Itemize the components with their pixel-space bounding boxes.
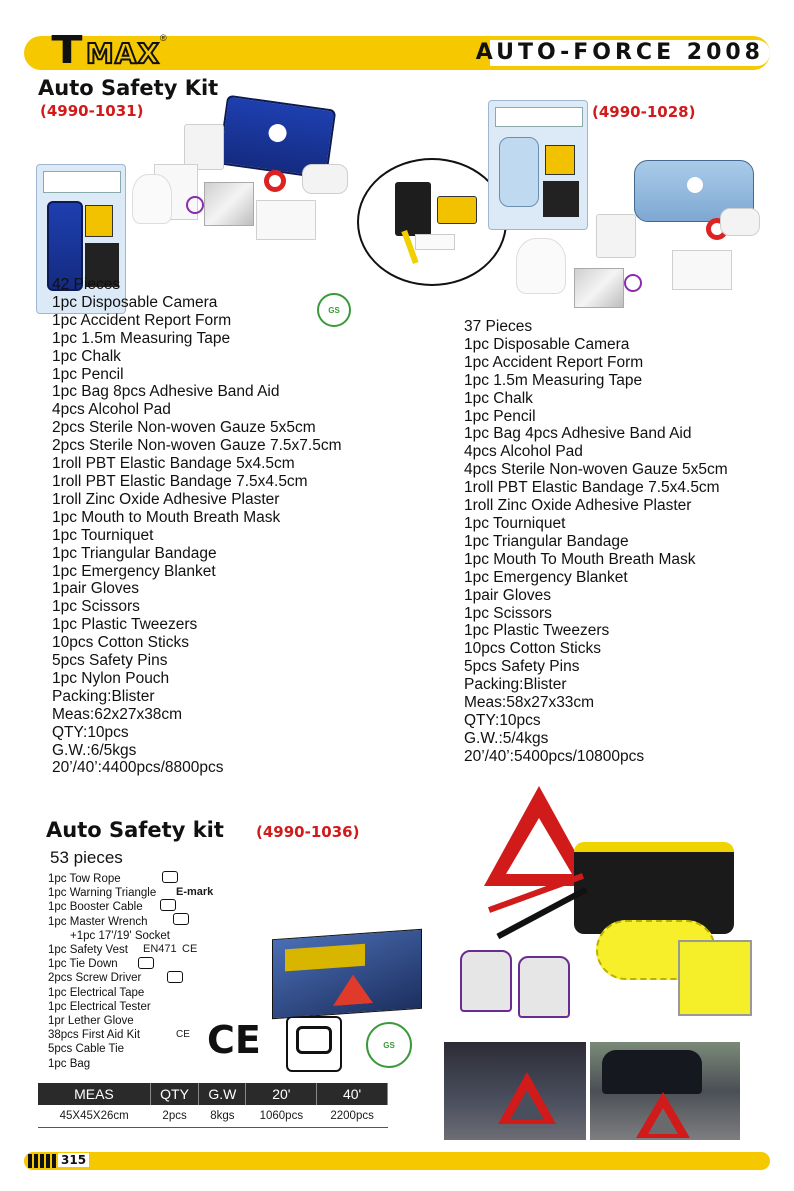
list-item: 1pc 1.5m Measuring Tape (52, 329, 231, 347)
list-item: 1pc Warning Triangle (48, 887, 157, 900)
list-item: 1pc Bag 4pcs Adhesive Band Aid (464, 425, 692, 443)
spec-40ft-value: 2200pcs (317, 1105, 388, 1127)
kit3-spec-table (38, 1083, 388, 1128)
list-item: 1pr Lether Glove (48, 1015, 134, 1028)
gs-small-icon (167, 971, 183, 983)
list-item: 5pcs Safety Pins (52, 652, 168, 670)
list-item: 1pc Chalk (464, 389, 533, 407)
list-item: 1pc Disposable Camera (464, 335, 630, 353)
list-item: 1pc Mouth To Mouth Breath Mask (464, 550, 696, 568)
list-item: 1roll PBT Elastic Bandage 7.5x4.5cm (52, 472, 308, 490)
list-item: +1pc 17'/19' Socket (70, 929, 170, 942)
spec-col-meas: MEAS (38, 1083, 150, 1105)
list-item: G.W.:6/5kgs (52, 741, 137, 759)
emark-label: E-mark (176, 886, 214, 898)
list-item: Packing:Blister (52, 687, 155, 705)
list-item: Packing:Blister (464, 676, 567, 694)
list-item: 1pc Pencil (52, 365, 124, 383)
kit3-title: Auto Safety kit (46, 818, 224, 842)
list-item: 2pcs Sterile Non-woven Gauze 7.5x7.5cm (52, 437, 342, 455)
brand-logo-reg: ® (160, 33, 167, 43)
list-item: 1pair Gloves (464, 586, 552, 604)
page-number: 315 (58, 1153, 89, 1167)
gs-small-icon (160, 899, 176, 911)
list-item: Meas:62x27x38cm (52, 705, 183, 723)
list-item: 1pc Booster Cable (48, 901, 143, 914)
list-item: 1pc Bag 8pcs Adhesive Band Aid (52, 383, 280, 401)
list-item: 1pc Tie Down (48, 958, 118, 971)
list-item: 20’/40’:5400pcs/10800pcs (464, 747, 645, 765)
usage-photo-roadside (444, 1042, 586, 1140)
footer-bar (24, 1152, 770, 1170)
list-item: 1pc Emergency Blanket (52, 562, 216, 580)
footer-ticks (28, 1154, 56, 1168)
kit3-box-image (272, 929, 422, 1019)
list-item: 1pc Bag (48, 1057, 91, 1070)
list-item: 1pc Tourniquet (52, 526, 154, 544)
list-item: 38pcs First Aid Kit (48, 1029, 141, 1042)
list-item: 1pc 1.5m Measuring Tape (464, 371, 643, 389)
list-item: 1pc Plastic Tweezers (52, 616, 198, 634)
list-item: G.W.:5/4kgs (464, 729, 549, 747)
vest-standard-label: EN471 (143, 943, 177, 955)
green-seal-icon: GS (366, 1022, 412, 1068)
list-item: 2pcs Sterile Non-woven Gauze 5x5cm (52, 419, 316, 437)
brand-logo (51, 28, 167, 72)
spec-col-gw: G.W (199, 1083, 246, 1105)
spec-col-qty: QTY (150, 1083, 198, 1105)
list-item: 1pc Plastic Tweezers (464, 622, 610, 640)
list-item: QTY:10pcs (464, 711, 541, 729)
kit2-emergency-blanket (574, 268, 624, 308)
list-item: 1pc Scissors (464, 604, 552, 622)
gs-small-icon (162, 871, 178, 883)
list-item: 1pc Safety Vest (48, 944, 128, 957)
certification-seal-icon: GS (317, 293, 351, 327)
list-item: 5pcs Safety Pins (464, 658, 580, 676)
kit3-contents-image (456, 780, 756, 1040)
list-item: 1pc Tourniquet (464, 514, 566, 532)
detail-bubble (357, 158, 507, 286)
list-item: 1pc Electrical Tape (48, 986, 145, 999)
kit3-pieces: 53 pieces (50, 848, 123, 867)
spec-20ft-value: 1060pcs (246, 1105, 317, 1127)
kit1-contents-list (52, 276, 341, 777)
list-item: 1pc Mouth to Mouth Breath Mask (52, 508, 281, 526)
list-item: 10pcs Cotton Sticks (52, 634, 189, 652)
list-item: 1pc Master Wrench (48, 915, 148, 928)
spec-col-40ft: 40' (317, 1083, 388, 1105)
ce-mark-small: CE (182, 943, 198, 955)
list-item: 1pc Tow Rope (48, 873, 121, 885)
kit2-product-image (486, 100, 766, 320)
kit3-contents-list (48, 872, 170, 1071)
list-item: 2pcs Screw Driver (48, 972, 142, 985)
brand-logo-t: T (51, 28, 83, 72)
list-item: 4pcs Alcohol Pad (464, 443, 583, 461)
list-item: 4pcs Sterile Non-woven Gauze 5x5cm (464, 461, 728, 479)
list-item: 1pc Accident Report Form (52, 311, 232, 329)
list-item: 1pc Emergency Blanket (464, 568, 628, 586)
kit3-code: (4990-1036) (256, 823, 360, 841)
list-item: 4pcs Alcohol Pad (52, 401, 171, 419)
spec-col-20ft: 20' (246, 1083, 317, 1105)
list-item: 1pc Nylon Pouch (52, 669, 170, 687)
kit2-contents-list (464, 318, 728, 766)
list-item: 1roll PBT Elastic Bandage 7.5x4.5cm (464, 479, 720, 497)
list-item: QTY:10pcs (52, 723, 129, 741)
table-row (38, 1105, 388, 1127)
list-item: 1roll Zinc Oxide Adhesive Plaster (52, 490, 280, 508)
spec-qty-value: 2pcs (150, 1105, 198, 1127)
kit1-title: Auto Safety Kit (38, 76, 219, 100)
gs-certification-icon (286, 1016, 342, 1072)
kit2-blister-pack (488, 100, 588, 230)
leather-glove (460, 950, 512, 1012)
kit2-code: (4990-1028) (592, 103, 696, 121)
kit1-emergency-blanket (204, 182, 254, 226)
list-item: 37 Pieces (464, 318, 533, 335)
list-item: 5pcs Cable Tie (48, 1043, 125, 1056)
series-title: AUTO-FORCE 2008 (475, 40, 764, 65)
spec-gw-value: 8kgs (199, 1105, 246, 1127)
kit1-product-image (36, 84, 356, 274)
list-item: 1pc Triangular Bandage (464, 532, 629, 550)
list-item: 1pc Accident Report Form (464, 353, 644, 371)
list-item: 1pc Electrical Tester (48, 1000, 151, 1013)
spec-meas-value: 45X45X26cm (38, 1105, 150, 1127)
list-item: 10pcs Cotton Sticks (464, 640, 601, 658)
list-item: 1pc Disposable Camera (52, 293, 218, 311)
ce-mark-large: CE (207, 1018, 261, 1062)
gs-small-icon (138, 957, 154, 969)
brand-logo-max: MAX (85, 37, 161, 70)
usage-photo-car (590, 1042, 740, 1140)
ce-mark-firstaid: CE (176, 1029, 190, 1040)
list-item: 1pair Gloves (52, 580, 140, 598)
list-item: 1roll Zinc Oxide Adhesive Plaster (464, 497, 692, 515)
safety-vest (678, 940, 752, 1016)
list-item: 42 Pieces (52, 276, 121, 293)
list-item: 1pc Scissors (52, 598, 140, 616)
kit1-code: (4990-1031) (40, 102, 144, 120)
list-item: 1pc Triangular Bandage (52, 544, 217, 562)
list-item: 1roll PBT Elastic Bandage 5x4.5cm (52, 455, 295, 473)
spec-table-header-row (38, 1083, 388, 1105)
list-item: 20’/40’:4400pcs/8800pcs (52, 759, 224, 777)
list-item: Meas:58x27x33cm (464, 694, 595, 712)
list-item: 1pc Pencil (464, 407, 536, 425)
gs-small-icon (173, 913, 189, 925)
list-item: 1pc Chalk (52, 347, 121, 365)
